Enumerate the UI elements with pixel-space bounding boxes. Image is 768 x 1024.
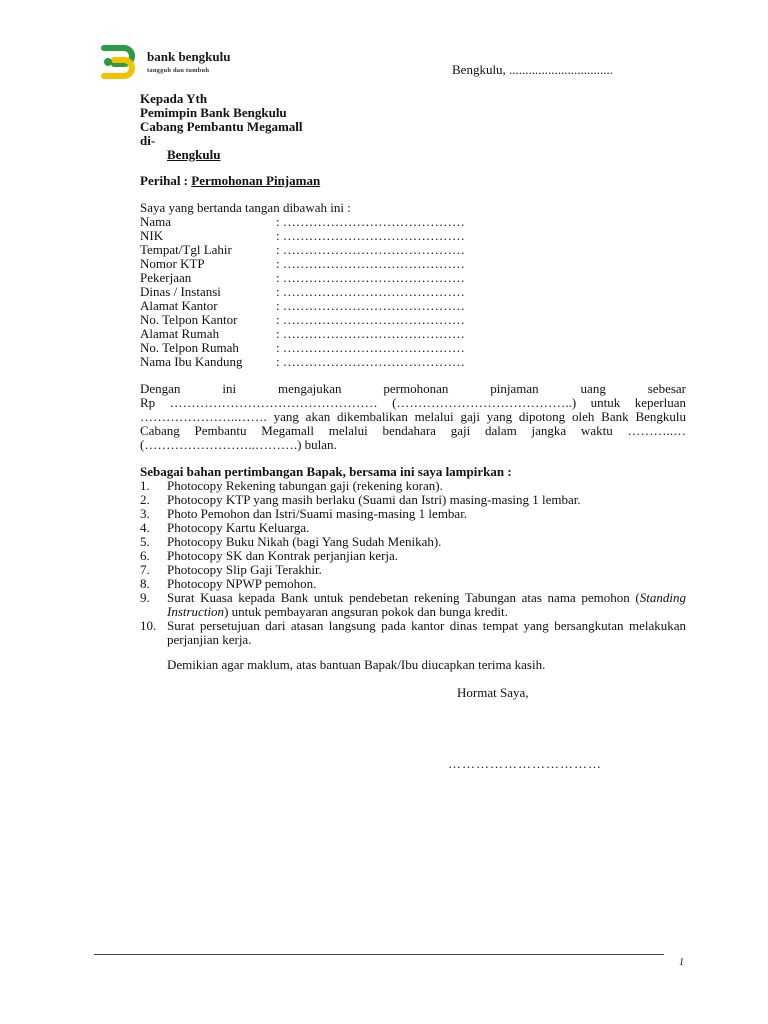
list-item — [140, 479, 686, 493]
field-row — [140, 299, 480, 313]
field-label: Nama — [140, 214, 172, 229]
subject-value: Permohonan Pinjaman — [191, 173, 321, 188]
field-blank: : …………………………………… — [276, 228, 465, 243]
field-row — [140, 285, 480, 299]
list-item — [140, 493, 686, 507]
field-blank: : …………………………………… — [276, 312, 465, 327]
address-city: Bengkulu — [167, 147, 221, 162]
field-blank: : …………………………………… — [276, 284, 465, 299]
field-row — [140, 313, 480, 327]
subject-line — [140, 174, 320, 188]
list-text: Photocopy Kartu Keluarga. — [167, 520, 310, 535]
list-item — [140, 535, 686, 549]
paragraph-line: (……………………..……….) bulan. — [140, 437, 337, 452]
list-text: Photocopy Buku Nikah (bagi Yang Sudah Menikah). — [167, 534, 442, 549]
page-number: 1 — [679, 957, 684, 968]
field-label: Dinas / Instansi — [140, 284, 221, 299]
field-blank: : …………………………………… — [276, 242, 465, 257]
list-text-part: ) untuk pembayaran angsuran pokok dan bunga kredit. — [224, 604, 508, 619]
intro-text: Saya yang bertanda tangan dibawah ini : — [140, 200, 351, 215]
regards-text: Hormat Saya, — [457, 685, 529, 700]
paragraph-line: Cabang Pembantu Megamall melalui bendahara gaji dalam jangka waktu ………..… — [140, 423, 686, 438]
field-label: NIK — [140, 228, 164, 243]
field-label: Alamat Kantor — [140, 298, 218, 313]
field-row — [140, 355, 480, 369]
field-blank: : …………………………………… — [276, 298, 465, 313]
list-text — [167, 591, 686, 619]
field-row — [140, 243, 480, 257]
field-label: Pekerjaan — [140, 270, 192, 285]
list-number: 1. — [140, 478, 150, 493]
list-text: Photocopy NPWP pemohon. — [167, 576, 317, 591]
field-blank: : …………………………………… — [276, 214, 465, 229]
list-item — [140, 577, 686, 591]
list-number: 6. — [140, 548, 150, 563]
field-label: Tempat/Tgl Lahir — [140, 242, 232, 257]
address-block — [140, 92, 303, 162]
list-text: Photocopy SK dan Kontrak perjanjian kerja. — [167, 548, 399, 563]
field-row — [140, 257, 480, 271]
request-paragraph — [140, 382, 686, 452]
list-number: 5. — [140, 534, 150, 549]
attachments-heading: Sebagai bahan pertimbangan Bapak, bersama ini saya lampirkan : — [140, 464, 512, 479]
field-blank: : …………………………………… — [276, 326, 465, 341]
address-line-2: Cabang Pembantu Megamall — [140, 119, 303, 134]
list-number: 10. — [140, 618, 157, 633]
field-label: No. Telpon Kantor — [140, 312, 238, 327]
list-number: 9. — [140, 590, 150, 605]
list-item — [140, 619, 686, 647]
paragraph-line: Dengan ini mengajukan permohonan pinjaman uang sebesar — [140, 381, 686, 396]
field-row — [140, 327, 480, 341]
list-text: Photocopy Slip Gaji Terakhir. — [167, 562, 322, 577]
list-text: Photocopy Rekening tabungan gaji (rekening koran). — [167, 478, 443, 493]
list-text: Surat persetujuan dari atasan langsung pada kantor dinas tempat yang bersangkutan melakukan perjanjian kerja. — [167, 618, 686, 647]
field-blank: : …………………………………… — [276, 256, 465, 271]
field-blank: : …………………………………… — [276, 354, 465, 369]
address-to: Kepada Yth — [140, 91, 208, 106]
list-number: 7. — [140, 562, 150, 577]
attachments-list — [140, 479, 686, 647]
field-label: Alamat Rumah — [140, 326, 220, 341]
place-date: Bengkulu, ................................ — [452, 62, 614, 77]
field-label: Nomor KTP — [140, 256, 205, 271]
address-line-1: Pemimpin Bank Bengkulu — [140, 105, 287, 120]
field-label: No. Telpon Rumah — [140, 340, 239, 355]
footer-divider — [94, 954, 664, 955]
list-text-emphasis: Standing Instruction — [167, 590, 686, 619]
field-row — [140, 271, 480, 285]
list-item — [140, 521, 686, 535]
list-text: Photo Pemohon dan Istri/Suami masing-masing 1 lembar. — [167, 506, 468, 521]
address-line-3: di- — [140, 133, 156, 148]
list-number: 3. — [140, 506, 150, 521]
bank-tagline: tangguh dan tumbuh — [147, 67, 210, 74]
list-item — [140, 507, 686, 521]
field-label: Nama Ibu Kandung — [140, 354, 243, 369]
paragraph-line: Rp ………………………………………… (…………………………………..) untuk keperluan — [140, 395, 686, 410]
paragraph-line: …………………..……. yang akan dikembalikan melalui gaji yang dipotong oleh Bank Bengkulu — [140, 409, 686, 424]
bank-name: bank bengkulu — [147, 49, 231, 64]
subject-label: Perihal : — [140, 173, 192, 188]
list-number: 4. — [140, 520, 150, 535]
list-text: Photocopy KTP yang masih berlaku (Suami dan Istri) masing-masing 1 lembar. — [167, 492, 581, 507]
signature-line: …………………………… — [448, 756, 602, 771]
applicant-fields — [140, 215, 480, 369]
field-row — [140, 229, 480, 243]
list-item — [140, 563, 686, 577]
list-number: 2. — [140, 492, 150, 507]
field-row — [140, 341, 480, 355]
bank-logo — [100, 44, 136, 80]
field-blank: : …………………………………… — [276, 270, 465, 285]
list-item — [140, 549, 686, 563]
field-row — [140, 215, 480, 229]
closing-text: Demikian agar maklum, atas bantuan Bapak/Ibu diucapkan terima kasih. — [167, 657, 546, 672]
list-item — [140, 591, 686, 619]
list-number: 8. — [140, 576, 150, 591]
field-blank: : …………………………………… — [276, 340, 465, 355]
list-text-part: Surat Kuasa kepada Bank untuk pendebetan rekening Tabungan atas nama pemohon ( — [167, 590, 640, 605]
